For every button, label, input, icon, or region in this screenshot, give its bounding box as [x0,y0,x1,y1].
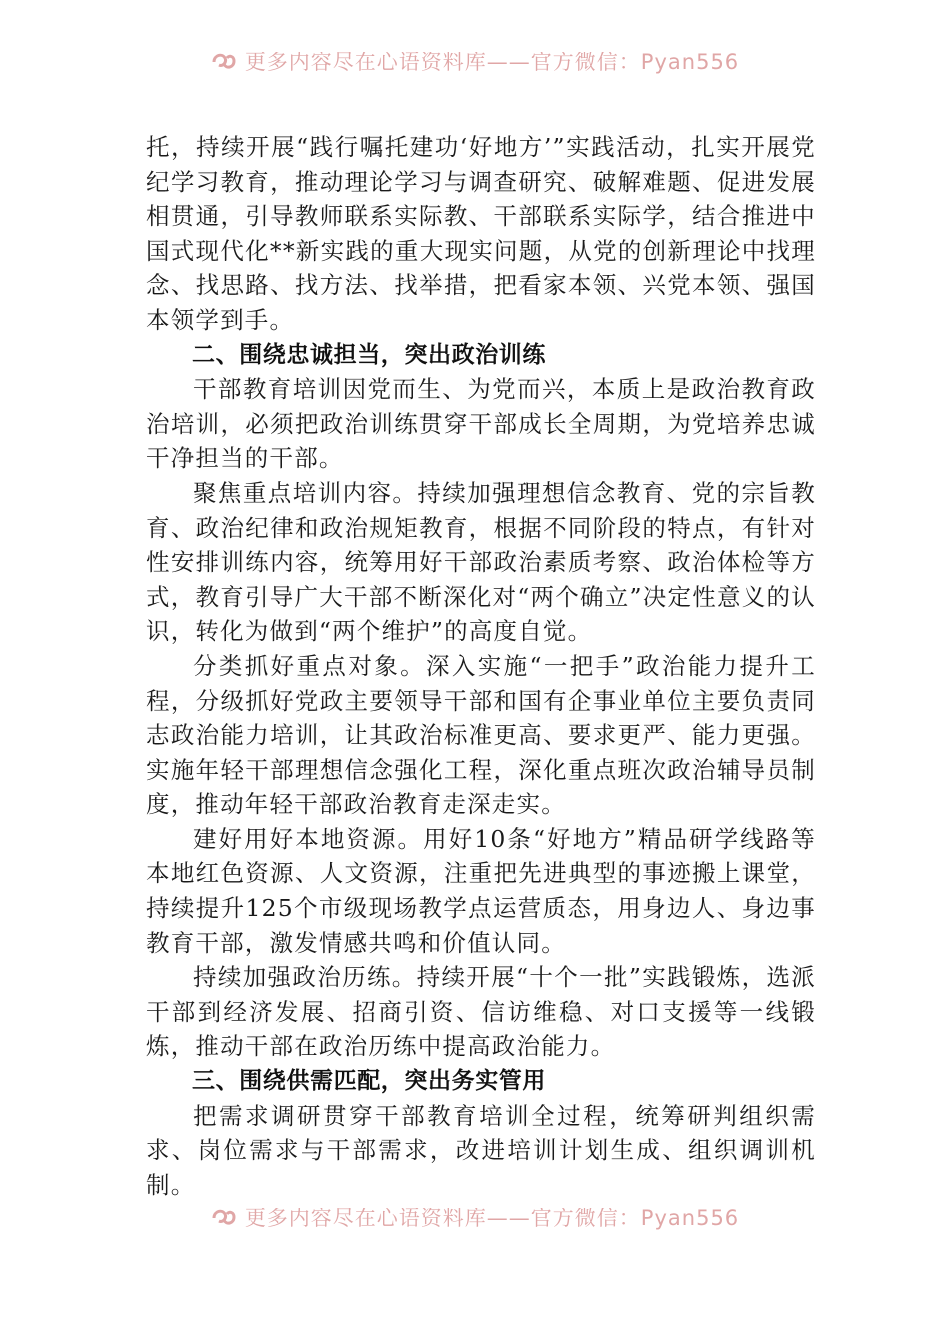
body-paragraph: 把需求调研贯穿干部教育培训全过程，统筹研判组织需求、岗位需求与干部需求，改进培训计划生成、组织调训机制。 [146,1101,816,1199]
body-paragraph: 聚焦重点培训内容。持续加强理想信念教育、党的宗旨教育、政治纪律和政治规矩教育，根据不同阶段的特点，有针对性安排训练内容，统筹用好干部政治素质考察、政治体检等方式，教育引导广大干部不断深化对“两个确立”决定性意义的认识，转化为做到“两个维护”的高度自觉。 [146,478,816,646]
body-paragraph: 干部教育培训因党而生、为党而兴，本质上是政治教育政治培训，必须把政治训练贯穿干部成长全周期，为党培养忠诚干净担当的干部。 [146,375,816,473]
body-paragraph: 托，持续开展“践行嘱托建功‘好地方’”实践活动，扎实开展党纪学习教育，推动理论学习与调查研究、破解难题、促进发展相贯通，引导教师联系实际教、干部联系实际学，结合推进中国式现代化**新实践的重大现实问题，从党的创新理论中找理念、找思路、找方法、找举措，把看家本领、兴党本领、强国本领学到手。 [146,133,816,334]
watermark-header [0,52,950,82]
watermark-text: 更多内容尽在心语资料库——官方微信：Pyan556 [244,1208,740,1230]
body-paragraph: 持续加强政治历练。持续开展“十个一批”实践锻炼，选派干部到经济发展、招商引资、信访维稳、对口支援等一线锻炼，推动干部在政治历练中提高政治能力。 [146,963,816,1061]
section-heading: 二、围绕忠诚担当，突出政治训练 [192,341,546,368]
body-paragraph: 分类抓好重点对象。深入实施“一把手”政治能力提升工程，分级抓好党政主要领导干部和国有企事业单位主要负责同志政治能力培训，让其政治标准更高、要求更严、能力更强。实施年轻干部理想信念强化工程，深化重点班次政治辅导员制度，推动年轻干部政治教育走深走实。 [146,651,816,819]
body-paragraph: 建好用好本地资源。用好10条“好地方”精品研学线路等本地红色资源、人文资源，注重把先进典型的事迹搬上课堂，持续提升125个市级现场教学点运营质态，用身边人、身边事教育干部，激发情感共鸣和价值认同。 [146,824,816,957]
section-heading: 三、围绕供需匹配，突出务实管用 [192,1068,546,1095]
watermark-footer [0,1208,950,1238]
brand-logo-icon [211,1208,237,1228]
brand-logo-icon [211,52,237,72]
document-body [146,130,816,1202]
watermark-text: 更多内容尽在心语资料库——官方微信：Pyan556 [244,52,740,74]
